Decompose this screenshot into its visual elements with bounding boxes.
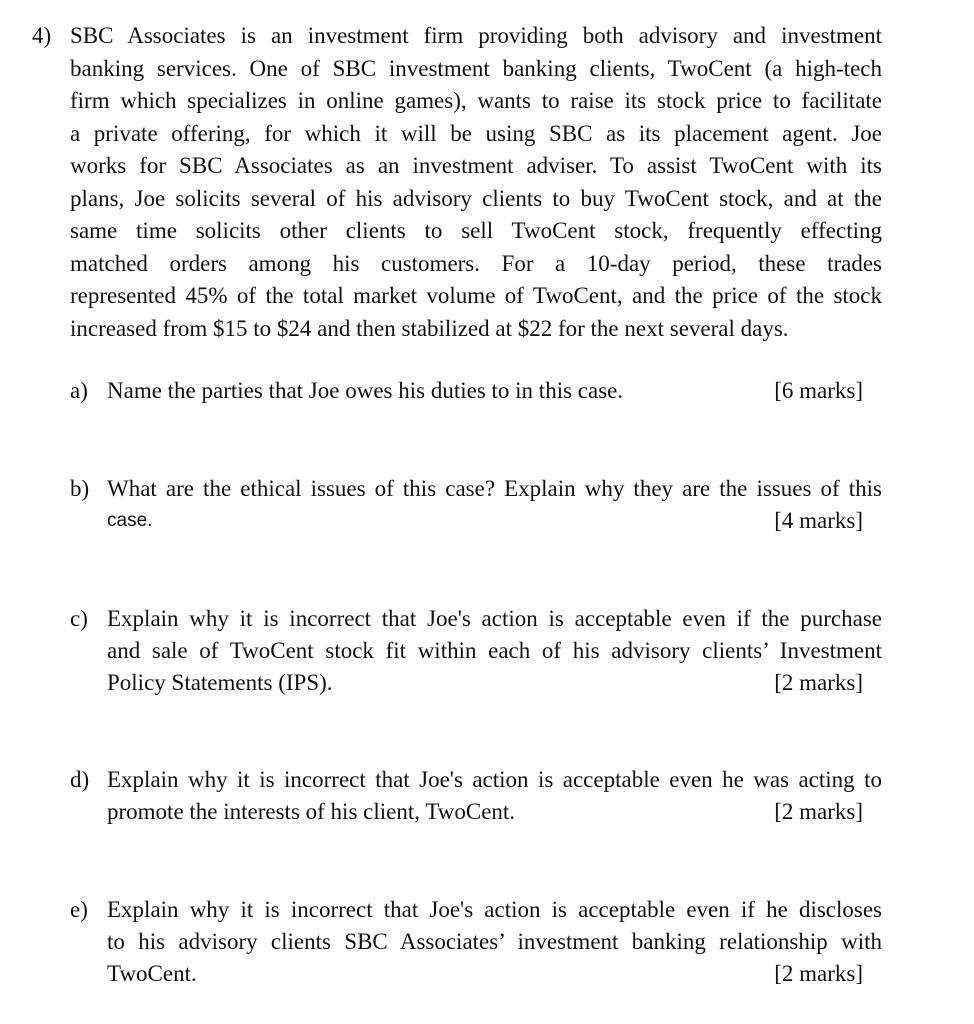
marks-label: [2 marks] — [774, 961, 863, 986]
part-line — [107, 796, 882, 828]
part-line: What are the ethical issues of this case? Explain why they are the issues of this — [107, 476, 882, 501]
question-line: works for SBC Associates as an investment adviser. To assist TwoCent with its — [70, 153, 882, 178]
part-line-text: Name the parties that Joe owes his duties to in this case. — [107, 378, 624, 403]
part-line: Explain why it is incorrect that Joe's action is acceptable even he was acting to — [107, 767, 882, 792]
question-line: increased from $15 to $24 and then stabilized at $22 for the next several days. — [70, 315, 789, 341]
part-label: b) — [70, 476, 90, 501]
part-text — [107, 603, 882, 699]
marks-label: [2 marks] — [774, 799, 863, 824]
question-number: 4) — [32, 23, 52, 48]
marks-label: [4 marks] — [774, 508, 863, 533]
part-text — [107, 894, 882, 990]
question-line: SBC Associates is an investment firm providing both advisory and investment — [70, 23, 882, 48]
part-line: Explain why it is incorrect that Joe's action is acceptable even if he discloses — [107, 897, 882, 922]
part-line: Explain why it is incorrect that Joe's action is acceptable even if the purchase — [107, 606, 882, 631]
question-line: firm which specializes in online games), wants to raise its stock price to facilitate — [70, 88, 882, 113]
question-line: represented 45% of the total market volume of TwoCent, and the price of the stock — [70, 283, 882, 308]
question-line: matched orders among his customers. For a 10-day period, these trades — [70, 250, 882, 276]
part-text — [107, 764, 882, 828]
part-line-text: case. — [107, 510, 153, 531]
part-line: and sale of TwoCent stock fit within each of his advisory clients’ Investment — [107, 638, 882, 663]
part-line — [107, 375, 882, 407]
question-line: plans, Joe solicits several of his advisory clients to buy TwoCent stock, and at the — [70, 185, 882, 211]
part-line-text: promote the interests of his client, TwoCent. — [107, 799, 516, 824]
part-line — [107, 958, 882, 990]
question-body — [70, 20, 882, 345]
part-line: to his advisory clients SBC Associates’ investment banking relationship with — [107, 929, 882, 954]
part-label: e) — [70, 897, 88, 922]
part-label: c) — [70, 606, 88, 631]
question-line: banking services. One of SBC investment banking clients, TwoCent (a high-tech — [70, 55, 882, 81]
marks-label: [6 marks] — [774, 378, 863, 403]
part-line — [107, 505, 882, 537]
question-line: a private offering, for which it will be using SBC as its placement agent. Joe — [70, 120, 882, 146]
question-line: same time solicits other clients to sell TwoCent stock, frequently effecting — [70, 218, 882, 243]
part-text — [107, 473, 882, 537]
marks-label: [2 marks] — [774, 670, 863, 695]
part-line-text: Policy Statements (IPS). — [107, 670, 333, 695]
part-line-text: TwoCent. — [107, 961, 197, 986]
part-line — [107, 667, 882, 699]
part-label: a) — [70, 378, 88, 403]
part-label: d) — [70, 767, 90, 792]
part-text — [107, 375, 882, 407]
